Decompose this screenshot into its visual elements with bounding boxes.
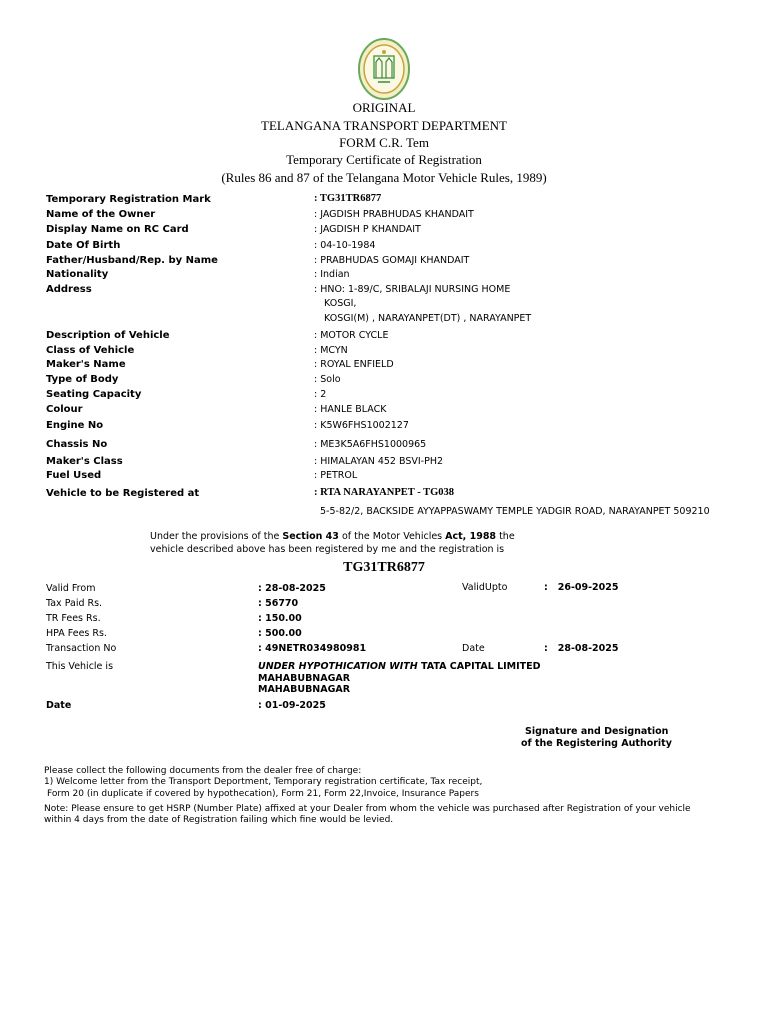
statement-part2: of the Motor Vehicles: [338, 531, 446, 542]
notes-line4: Note: Please ensure to get HSRP (Number Plate) affixed at your Dealer from whom the vehicle was purchased after Registration of your vehicle: [44, 804, 691, 814]
hypothecation-bank: TATA CAPITAL LIMITED: [417, 661, 541, 672]
registration-statement-line2: vehicle described above has been registered by me and the registration is: [150, 544, 505, 555]
valid-upto-value: : 26-09-2025: [544, 582, 619, 593]
statement-part1: Under the provisions of the: [150, 531, 283, 542]
address-line1: : HNO: 1-89/C, SRIBALAJI NURSING HOME: [314, 284, 511, 295]
header-certificate-title: Temporary Certificate of Registration: [286, 152, 482, 167]
father-name-value: : PRABHUDAS GOMAJI KHANDAIT: [314, 255, 470, 266]
issue-date-value: : 01-09-2025: [258, 700, 326, 711]
reg-mark-label: Temporary Registration Mark: [46, 194, 211, 205]
address-line3: KOSGI(M) , NARAYANPET(DT) , NARAYANPET: [324, 313, 532, 324]
colour-value: : HANLE BLACK: [314, 404, 387, 415]
rta-address: 5-5-82/2, BACKSIDE AYYAPPASWAMY TEMPLE YADGIR ROAD, NARAYANPET 509210: [320, 506, 710, 517]
hypothecation-line2: MAHABUBNAGAR: [258, 673, 351, 684]
issue-date-label: Date: [46, 700, 72, 711]
signature-line2: of the Registering Authority: [521, 738, 672, 749]
owner-name-value: : JAGDISH PRABHUDAS KHANDAIT: [314, 209, 474, 220]
notes-line1: Please collect the following documents from the dealer free of charge:: [44, 766, 362, 776]
statement-part3: the: [496, 531, 515, 542]
chassis-no-label: Chassis No: [46, 439, 108, 450]
header-original: ORIGINAL: [352, 100, 416, 115]
header-form: FORM C.R. Tem: [339, 135, 429, 150]
tr-fees-value: : 150.00: [258, 613, 302, 624]
dob-value: : 04-10-1984: [314, 240, 376, 251]
address-line2: KOSGI,: [324, 298, 357, 309]
header-department: TELANGANA TRANSPORT DEPARTMENT: [261, 118, 507, 133]
statement-act: Act, 1988: [445, 531, 497, 542]
transaction-no-value: : 49NETR034980981: [258, 643, 367, 654]
notes-line5: within 4 days from the date of Registration failing which fine would be levied.: [44, 815, 394, 825]
signature-line1: Signature and Designation: [525, 726, 669, 737]
maker-name-value: : ROYAL ENFIELD: [314, 359, 394, 370]
body-type-label: Type of Body: [46, 374, 119, 385]
tr-fees-label: TR Fees Rs.: [46, 613, 101, 624]
vehicle-description-value: : MOTOR CYCLE: [314, 330, 389, 341]
vehicle-class-value: : MCYN: [314, 345, 348, 356]
father-name-label: Father/Husband/Rep. by Name: [46, 255, 218, 266]
tax-paid-value: : 56770: [258, 598, 299, 609]
hpa-fees-value: : 500.00: [258, 628, 302, 639]
valid-from-value: : 28-08-2025: [258, 583, 326, 594]
vehicle-class-label: Class of Vehicle: [46, 345, 135, 356]
valid-from-label: Valid From: [46, 583, 96, 594]
dob-label: Date Of Birth: [46, 240, 121, 251]
transaction-date-value: : 28-08-2025: [544, 643, 619, 654]
owner-name-label: Name of the Owner: [46, 209, 156, 220]
registered-at-value: : RTA NARAYANPET - TG038: [314, 487, 455, 498]
tax-paid-label: Tax Paid Rs.: [46, 598, 103, 609]
vehicle-description-label: Description of Vehicle: [46, 330, 170, 341]
transaction-date-label: Date: [462, 643, 485, 654]
engine-no-value: : K5W6FHS1002127: [314, 420, 409, 431]
header-rules: (Rules 86 and 87 of the Telangana Motor Vehicle Rules, 1989): [221, 170, 547, 185]
hypothecation-italic: UNDER HYPOTHICATION WITH: [258, 661, 418, 672]
notes-line3: Form 20 (in duplicate if covered by hypothecation), Form 21, Form 22,Invoice, Insurance Papers: [47, 789, 479, 799]
vehicle-is-label: This Vehicle is: [46, 661, 114, 672]
body-type-value: : Solo: [314, 374, 341, 385]
chassis-no-value: : ME3K5A6FHS1000965: [314, 439, 427, 450]
valid-upto-label: ValidUpto: [462, 582, 508, 593]
transaction-no-label: Transaction No: [46, 643, 117, 654]
address-label: Address: [46, 284, 92, 295]
statement-section: Section 43: [282, 531, 339, 542]
telangana-emblem-icon: [358, 38, 410, 100]
nationality-label: Nationality: [46, 269, 109, 280]
notes-line2: 1) Welcome letter from the Transport Deportment, Temporary registration certificate, Tax receipt,: [44, 777, 483, 787]
makers-class-value: : HIMALAYAN 452 BSVI-PH2: [314, 456, 444, 467]
makers-class-label: Maker's Class: [46, 456, 123, 467]
display-name-value: : JAGDISH P KHANDAIT: [314, 224, 421, 235]
registration-statement: [150, 531, 515, 542]
fuel-used-label: Fuel Used: [46, 470, 102, 481]
seating-capacity-value: : 2: [314, 389, 327, 400]
registered-at-label: Vehicle to be Registered at: [46, 488, 200, 499]
seating-capacity-label: Seating Capacity: [46, 389, 142, 400]
maker-name-label: Maker's Name: [46, 359, 126, 370]
hpa-fees-label: HPA Fees Rs.: [46, 628, 107, 639]
colour-label: Colour: [46, 404, 83, 415]
reg-mark-value: : TG31TR6877: [314, 193, 382, 204]
engine-no-label: Engine No: [46, 420, 104, 431]
nationality-value: : Indian: [314, 269, 350, 280]
hypothecation-line3: MAHABUBNAGAR: [258, 684, 351, 695]
registration-number: TG31TR6877: [343, 560, 425, 575]
hypothecation-line1: [258, 661, 541, 672]
display-name-label: Display Name on RC Card: [46, 224, 189, 235]
fuel-used-value: : PETROL: [314, 470, 358, 481]
